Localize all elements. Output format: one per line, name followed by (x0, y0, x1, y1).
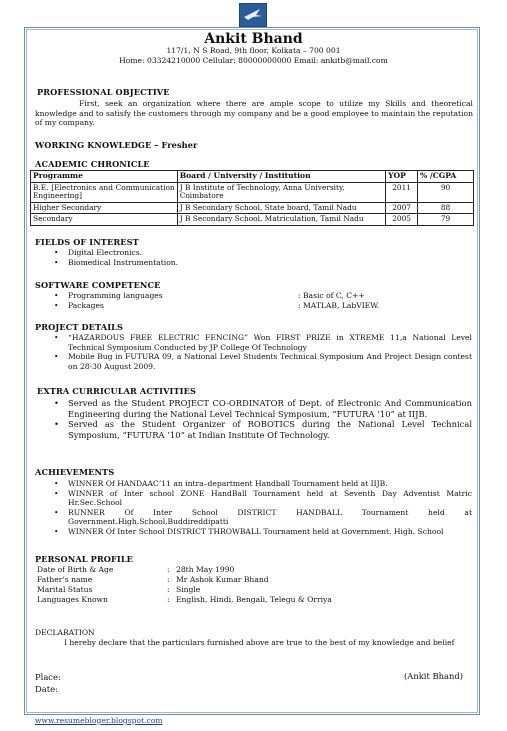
bullet-icon: • (54, 507, 59, 517)
bullet-icon: • (54, 333, 59, 342)
profile-value: Mr Ashok Kumar Bhand (176, 575, 269, 584)
table-cell: 2005 (386, 214, 418, 226)
personal-list (37, 565, 457, 605)
table-row (31, 214, 474, 226)
profile-label: Father’s name (37, 575, 93, 584)
table-row (31, 182, 474, 202)
table-header-row (31, 171, 474, 183)
bullet-icon: • (54, 352, 59, 362)
profile-value: English, Hindi, Bengali, Telegu & Orriya (176, 595, 332, 604)
profile-label: Date of Birth & Age (37, 565, 114, 574)
table-cell: Higher Secondary (31, 202, 178, 214)
list-item: • Served as the Student PROJECT CO-ORDINATOR of Dept. of Electronic And Communication Engineering during the National Level Technical Symposium, “FUTURA ’10” at IIJB. (54, 398, 472, 419)
table-cell: Secondary (31, 214, 178, 226)
bullet-icon: • (54, 301, 59, 310)
column-header: Board / University / Institution (177, 171, 385, 183)
software-value: : MATLAB, LabVIEW. (298, 301, 380, 310)
projects-heading: PROJECT DETAILS (35, 322, 124, 332)
extra-heading: EXTRA CURRICULAR ACTIVITIES (37, 386, 196, 396)
place-label: Place: (35, 672, 61, 682)
table-cell: J B Institute of Technology, Anna University, Coimbatore (177, 182, 385, 202)
list-item: • RUNNER Of Inter School DISTRICT HANDBALL Tournament held at Government.High.School,Buddireddipatti (54, 507, 472, 527)
list-item: • Digital Electronics. (54, 248, 143, 257)
list-item: • WINNER Of HANDAAC’11 an intra–department Handball Tournament held at IIJB. (54, 479, 388, 488)
academic-table (30, 170, 474, 226)
list-item: • Served as the Student Organizer of ROBOTICS during the National Level Technical Symposium, “FUTURA ’10” at Indian Institute Of Technology. (54, 419, 472, 440)
footer-link[interactable]: www.resumebloger.blogspot.com (35, 716, 163, 725)
fields-list (54, 248, 468, 267)
bird-logo-icon (239, 3, 267, 27)
list-item (37, 575, 457, 585)
projects-list (54, 333, 472, 371)
column-header: YOP (386, 171, 418, 183)
bullet-icon: • (54, 291, 59, 300)
software-heading: SOFTWARE COMPETENCE (35, 280, 161, 290)
list-item: • Biomedical Instrumentation. (54, 257, 179, 267)
list-item (37, 585, 457, 595)
list-item (37, 565, 457, 575)
address-line: 117/1, N S Road, 9th floor, Kolkata – 700 001 (166, 46, 341, 55)
profile-value: 28th May 1990 (176, 565, 235, 574)
table-cell: 79 (418, 214, 474, 226)
profile-separator: : (167, 575, 170, 584)
column-header: % /CGPA (418, 171, 474, 183)
list-item: • “HAZARDOUS FREE ELECTRIC FENCING” Won FIRST PRIZE in XTREME 11,a National Level Technical Symposium Conducted by JP College Of Technology (54, 333, 472, 352)
table-cell: B.E. [Electronics and Communication Engineering] (31, 182, 178, 202)
academic-heading: ACADEMIC CHRONICLE (35, 159, 150, 169)
working-knowledge-heading: WORKING KNOWLEDGE – Fresher (35, 140, 198, 150)
list-item (54, 301, 468, 311)
list-item: • WINNER Of Inter School DISTRICT THROWBALL Tournament held at Government. High. School (54, 526, 444, 536)
table-cell: J B Secondary School, State board, Tamil Nadu (177, 202, 385, 214)
profile-separator: : (167, 585, 170, 594)
extra-list (54, 398, 472, 440)
objective-heading: PROFESSIONAL OBJECTIVE (37, 87, 170, 97)
bullet-icon: • (54, 248, 59, 257)
list-item: • WINNER of Inter school ZONE HandBall Tournament held at Seventh Day Adventist Matric Hr.Sec.School (54, 488, 472, 508)
contact-line: Home: 03324210000 Cellular: 80000000000 Email: ankitb@mail.com (119, 56, 388, 65)
software-list (54, 291, 468, 311)
bullet-icon: • (54, 419, 59, 430)
signature-name: (Ankit Bhand) (404, 671, 464, 681)
bullet-icon: • (54, 257, 59, 267)
bullet-icon: • (54, 398, 59, 408)
table-cell: 88 (418, 202, 474, 214)
software-value: : Basic of C, C++ (298, 291, 365, 300)
declaration-text: I hereby declare that the particulars furnished above are true to the best of my knowledge and belief (64, 638, 455, 647)
profile-label: Languages Known (37, 595, 108, 604)
software-label: Programming languages (68, 291, 163, 300)
table-cell: 90 (418, 182, 474, 202)
profile-value: Single (176, 585, 201, 594)
date-label: Date: (35, 684, 58, 694)
objective-text: First, seek an organization where there are ample scope to utilize my Skills and theoretical knowledge and to satisfy the customers through my company and be a good employee to maintain the reputation of my company. (35, 99, 473, 128)
bullet-icon: • (54, 479, 59, 488)
candidate-name: Ankit Bhand (204, 31, 303, 47)
achievements-heading: ACHIEVEMENTS (35, 467, 115, 477)
profile-separator: : (167, 595, 170, 604)
table-cell: 2007 (386, 202, 418, 214)
table-row (31, 202, 474, 214)
list-item (37, 595, 457, 605)
personal-heading: PERSONAL PROFILE (35, 554, 134, 564)
fields-heading: FIELDS OF INTEREST (35, 237, 139, 247)
software-label: Packages (68, 301, 104, 310)
list-item: • Mobile Bug in FUTURA 09, a National Level Students Technical Symposium And Project Design contest on 28-30 August 2009. (54, 352, 472, 371)
column-header: Programme (31, 171, 178, 183)
table-cell: 2011 (386, 182, 418, 202)
declaration-heading: DECLARATION (35, 628, 95, 637)
achievements-list (54, 479, 472, 537)
table-cell: J B Secondary School, Matriculation, Tamil Nadu (177, 214, 385, 226)
bullet-icon: • (54, 488, 59, 498)
bullet-icon: • (54, 526, 59, 536)
profile-label: Marital Status (37, 585, 93, 594)
profile-separator: : (167, 565, 170, 574)
list-item (54, 291, 468, 301)
